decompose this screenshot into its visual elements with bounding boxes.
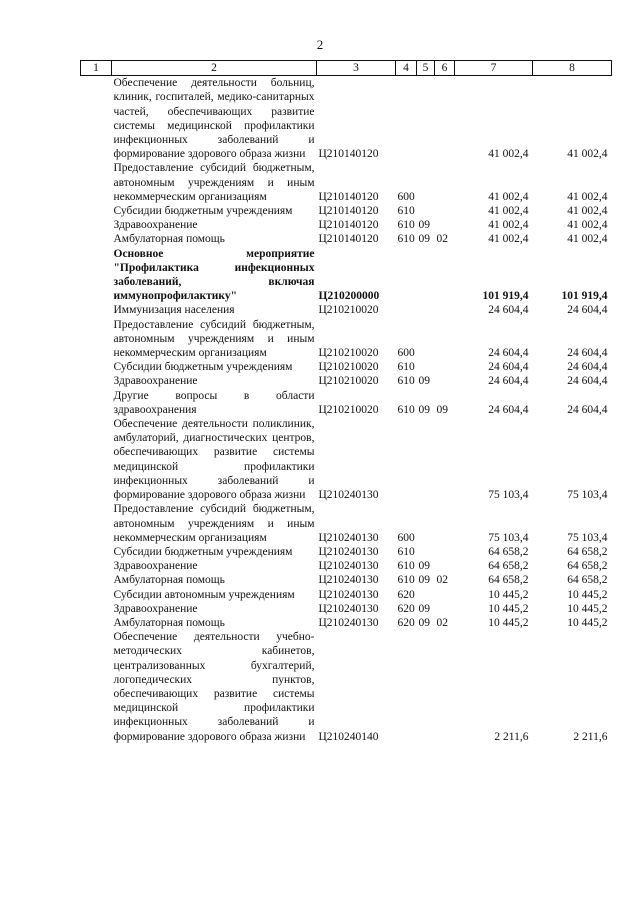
row-col-1 [81, 232, 112, 246]
row-subsection: 02 [436, 574, 448, 587]
row-section: 09 [418, 616, 430, 629]
row-amount-col-8: 64 658,2 [567, 574, 608, 587]
row-col-1 [81, 360, 112, 374]
row-subsection [435, 502, 455, 545]
row-subsection [435, 218, 455, 232]
row-target-code: Ц210140120 [318, 205, 379, 218]
row-expense-type: 610 [397, 574, 415, 587]
row-amount-col-8: 41 002,4 [567, 148, 608, 161]
row-description: Обеспечение деятельности учебно-методических кабинетов, централизованных бухгалтерий, логопедических пунктов, обеспечивающих развитие системы медицинской профилактики инфекционных заболеваний и формирование здорового образа жизни [113, 631, 315, 743]
row-target-code: Ц210140120 [318, 219, 379, 232]
row-subsection [435, 588, 455, 602]
row-target-code: Ц210240130 [318, 616, 379, 629]
row-amount-col-8: 64 658,2 [567, 545, 608, 558]
row-amount-col-7: 10 445,2 [488, 616, 529, 629]
row-description: Амбулаторная помощь [113, 574, 225, 587]
row-amount-col-7: 2 211,6 [494, 730, 529, 743]
row-target-code: Ц210210020 [318, 375, 379, 388]
row-subsection: 02 [436, 616, 448, 629]
row-target-code: Ц210240130 [318, 588, 379, 601]
row-amount-col-7: 75 103,4 [488, 531, 529, 544]
row-subsection [435, 303, 455, 317]
row-section: 09 [418, 219, 430, 232]
row-target-code: Ц210210020 [318, 304, 379, 317]
row-subsection [435, 602, 455, 616]
row-subsection [435, 545, 455, 559]
row-expense-type: 620 [397, 602, 415, 615]
row-subsection [435, 247, 455, 304]
table-row [81, 360, 612, 374]
row-description: Субсидии бюджетным учреждениям [113, 545, 293, 558]
table-row [81, 247, 612, 304]
row-subsection [435, 559, 455, 573]
row-description: Обеспечение деятельности больниц, клиник, госпиталей, медико-санитарных частей, обеспечивающих развитие системы медицинской профилактики инфекционных заболеваний и формирование здорового образа жизни [113, 77, 315, 161]
row-target-code: Ц210140120 [318, 190, 379, 203]
row-col-1 [81, 559, 112, 573]
row-target-code: Ц210240130 [318, 545, 379, 558]
table-row [81, 232, 612, 246]
row-description: Предоставление субсидий бюджетным, автономным учреждениям и иным некоммерческим организациям [113, 503, 315, 544]
row-amount-col-8: 75 103,4 [567, 531, 608, 544]
row-expense-type: 610 [397, 233, 415, 246]
row-col-1 [81, 161, 112, 204]
table-row [81, 218, 612, 232]
row-description: Амбулаторная помощь [113, 233, 225, 246]
table-row [81, 303, 612, 317]
table-row [81, 502, 612, 545]
row-section [417, 630, 435, 744]
row-subsection: 09 [436, 403, 448, 416]
row-expense-type [396, 76, 417, 162]
row-expense-type: 610 [397, 219, 415, 232]
row-description: Другие вопросы в области здравоохранения [113, 389, 315, 416]
row-amount-col-8: 101 919,4 [561, 290, 608, 303]
table-header [81, 61, 612, 76]
row-target-code: Ц210240130 [318, 531, 379, 544]
row-amount-col-7: 10 445,2 [488, 588, 529, 601]
row-expense-type: 610 [397, 375, 415, 388]
table-row [81, 616, 612, 630]
row-amount-col-8: 10 445,2 [567, 616, 608, 629]
row-amount-col-7: 64 658,2 [488, 545, 529, 558]
row-col-1 [81, 204, 112, 218]
row-target-code: Ц210210020 [318, 361, 379, 374]
row-amount-col-7: 41 002,4 [488, 219, 529, 232]
row-amount-col-7: 24 604,4 [488, 347, 529, 360]
row-expense-type: 610 [397, 560, 415, 573]
row-subsection [435, 374, 455, 388]
row-amount-col-8: 24 604,4 [567, 403, 608, 416]
row-amount-col-7: 75 103,4 [488, 489, 529, 502]
header-row [81, 61, 612, 76]
row-section: 09 [418, 403, 430, 416]
row-amount-col-7: 24 604,4 [488, 375, 529, 388]
header-col-3: 3 [317, 61, 396, 76]
row-target-code: Ц210210020 [318, 347, 379, 360]
header-col-2: 2 [112, 61, 317, 76]
row-col-1 [81, 502, 112, 545]
row-section [417, 545, 435, 559]
row-target-code: Ц210200000 [318, 290, 380, 303]
row-section [417, 161, 435, 204]
row-subsection [435, 360, 455, 374]
row-amount-col-8: 41 002,4 [567, 190, 608, 203]
row-description: Предоставление субсидий бюджетным, автономным учреждениям и иным некоммерческим организациям [113, 162, 315, 203]
row-expense-type: 600 [397, 190, 415, 203]
row-amount-col-8: 41 002,4 [567, 205, 608, 218]
row-section: 09 [418, 560, 430, 573]
row-amount-col-8: 24 604,4 [567, 361, 608, 374]
row-description: Субсидии бюджетным учреждениям [113, 205, 293, 218]
row-subsection [435, 204, 455, 218]
table-row [81, 389, 612, 417]
header-col-7: 7 [455, 61, 533, 76]
row-col-1 [81, 218, 112, 232]
row-amount-col-7: 64 658,2 [488, 560, 529, 573]
row-description: Субсидии бюджетным учреждениям [113, 361, 293, 374]
row-subsection: 02 [436, 233, 448, 246]
header-col-5: 5 [417, 61, 435, 76]
row-amount-col-7: 24 604,4 [488, 361, 529, 374]
row-target-code: Ц210140120 [318, 148, 379, 161]
page-number: 2 [316, 37, 324, 52]
row-target-code: Ц210240130 [318, 574, 379, 587]
row-amount-col-8: 64 658,2 [567, 560, 608, 573]
row-amount-col-8: 41 002,4 [567, 233, 608, 246]
row-subsection [435, 76, 455, 162]
row-description: Здравоохранение [113, 560, 198, 573]
row-section [417, 247, 435, 304]
row-subsection [435, 161, 455, 204]
header-col-4: 4 [396, 61, 417, 76]
row-section [417, 303, 435, 317]
row-col-1 [81, 318, 112, 361]
row-expense-type [396, 303, 417, 317]
row-col-1 [81, 545, 112, 559]
table-row [81, 545, 612, 559]
row-section: 09 [418, 233, 430, 246]
table-row [81, 204, 612, 218]
row-amount-col-8: 24 604,4 [567, 347, 608, 360]
row-section [417, 318, 435, 361]
row-section: 09 [418, 574, 430, 587]
row-amount-col-8: 24 604,4 [567, 304, 608, 317]
row-section [417, 76, 435, 162]
table-row [81, 630, 612, 744]
row-col-1 [81, 76, 112, 162]
row-amount-col-7: 24 604,4 [488, 304, 529, 317]
row-target-code: Ц210240130 [318, 489, 379, 502]
row-expense-type [396, 417, 417, 502]
row-description: Здравоохранение [113, 602, 198, 615]
row-description: Обеспечение деятельности поликлиник, амбулаторий, диагностических центров, обеспечивающих развитие системы медицинской профилактики инфекционных заболеваний и формирование здорового образа жизни [113, 418, 315, 502]
table-row [81, 417, 612, 502]
row-target-code: Ц210240130 [318, 602, 379, 615]
row-description: Амбулаторная помощь [113, 616, 225, 629]
row-section [417, 502, 435, 545]
row-col-1 [81, 417, 112, 502]
row-col-1 [81, 389, 112, 417]
table-row [81, 318, 612, 361]
row-amount-col-8: 24 604,4 [567, 375, 608, 388]
row-section [417, 360, 435, 374]
table-row [81, 602, 612, 616]
row-col-1 [81, 374, 112, 388]
row-description: Основное мероприятие "Профилактика инфекционных заболеваний, включая иммунопрофилактику" [113, 247, 315, 303]
row-expense-type [396, 247, 417, 304]
table-row [81, 76, 612, 162]
row-amount-col-7: 41 002,4 [488, 205, 529, 218]
row-subsection [435, 417, 455, 502]
header-col-1: 1 [81, 61, 112, 76]
row-amount-col-7: 41 002,4 [488, 190, 529, 203]
row-description: Субсидии автономным учреждениям [113, 588, 295, 601]
row-expense-type: 610 [397, 205, 415, 218]
row-expense-type: 600 [397, 531, 415, 544]
row-amount-col-7: 10 445,2 [488, 602, 529, 615]
row-section: 09 [418, 602, 430, 615]
row-col-1 [81, 588, 112, 602]
row-col-1 [81, 247, 112, 304]
row-description: Иммунизация населения [113, 304, 235, 317]
row-subsection [435, 630, 455, 744]
row-amount-col-7: 101 919,4 [482, 290, 529, 303]
row-expense-type: 610 [397, 403, 415, 416]
header-col-8: 8 [533, 61, 612, 76]
row-col-1 [81, 573, 112, 587]
row-expense-type [396, 630, 417, 744]
row-description: Здравоохранение [113, 219, 198, 232]
row-description: Предоставление субсидий бюджетным, автономным учреждениям и иным некоммерческим организациям [113, 318, 315, 360]
row-section [417, 204, 435, 218]
table-row [81, 588, 612, 602]
table-row [81, 559, 612, 573]
row-col-1 [81, 630, 112, 744]
row-expense-type: 610 [397, 545, 415, 558]
row-expense-type: 620 [397, 616, 415, 629]
row-description: Здравоохранение [113, 375, 198, 388]
row-target-code: Ц210210020 [318, 403, 379, 416]
row-section [417, 588, 435, 602]
row-col-1 [81, 616, 112, 630]
row-target-code: Ц210240140 [318, 730, 379, 743]
row-amount-col-8: 10 445,2 [567, 602, 608, 615]
row-amount-col-8: 10 445,2 [567, 588, 608, 601]
row-amount-col-7: 64 658,2 [488, 574, 529, 587]
header-col-6: 6 [435, 61, 455, 76]
row-subsection [435, 318, 455, 361]
table-row [81, 374, 612, 388]
table-body [81, 76, 612, 744]
row-amount-col-7: 41 002,4 [488, 148, 529, 161]
row-expense-type: 600 [397, 347, 415, 360]
table-row [81, 161, 612, 204]
budget-table [80, 60, 612, 744]
row-target-code: Ц210140120 [318, 233, 379, 246]
row-amount-col-7: 24 604,4 [488, 403, 529, 416]
row-expense-type: 620 [397, 588, 415, 601]
row-amount-col-8: 2 211,6 [573, 730, 608, 743]
row-target-code: Ц210240130 [318, 560, 379, 573]
row-amount-col-8: 75 103,4 [567, 489, 608, 502]
row-amount-col-7: 41 002,4 [488, 233, 529, 246]
row-section: 09 [418, 375, 430, 388]
row-section [417, 417, 435, 502]
row-col-1 [81, 602, 112, 616]
row-col-1 [81, 303, 112, 317]
row-expense-type: 610 [397, 361, 415, 374]
table-row [81, 573, 612, 587]
row-amount-col-8: 41 002,4 [567, 219, 608, 232]
